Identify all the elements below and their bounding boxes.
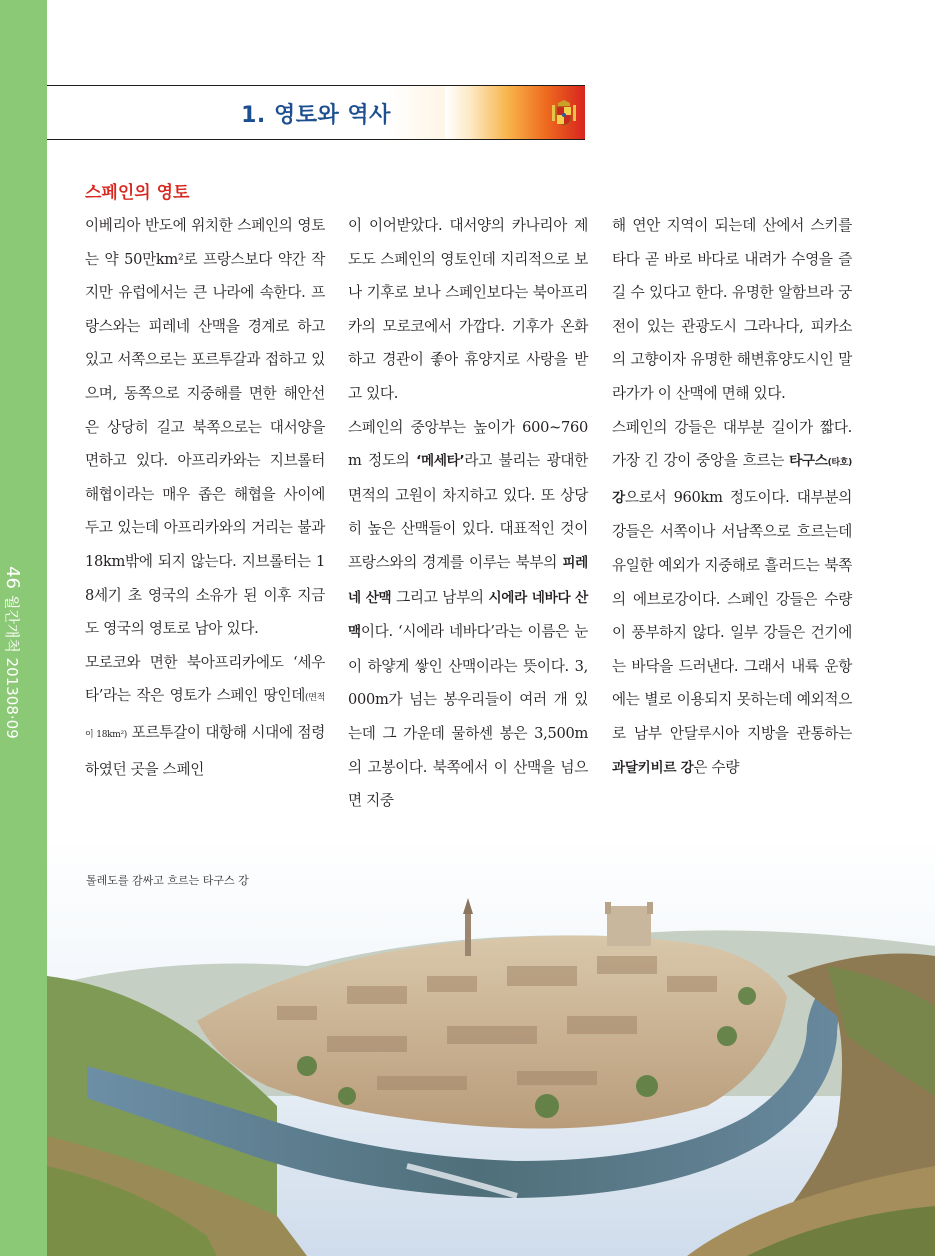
- text-run: 라고 불리는 광대한 면적의 고원이 차지하고 있다. 또 상당히 높은 산맥들이 있다. 대표적인 것이 프랑스와의 경계를 이루는 북부의: [348, 452, 588, 571]
- text-run: 그리고 남부의: [391, 588, 489, 606]
- highlight-guadalquivir: 과달키비르 강: [612, 759, 694, 776]
- toledo-panorama-photo: [47, 836, 935, 1256]
- photo-caption: 톨레도를 감싸고 흐르는 타구스 강: [86, 874, 249, 887]
- paragraph: 이베리아 반도에 위치한 스페인의 영토는 약 50만km²로 프랑스보다 약간 작지만 유럽에서는 큰 나라에 속한다. 프랑스와는 피레네 산맥을 경계로 하고 있고 서쪽으로는 포르투갈과 접하고 있으며, 동쪽으로 지중해를 면한 해안선은 상당히 길고 북쪽으로는 대서양을 면하고 있다. 아프리카와는 지브롤터 해협이라는 매우 좁은 해협을 사이에 두고 있는데 아프리카와의 거리는 불과 18km밖에 되지 않는다. 지브롤터는 18세기 초 영국의 소유가 된 이후 지금도 영국의 영토로 남아 있다.: [85, 217, 325, 638]
- page-sidebar: [0, 0, 47, 1256]
- section-heading: 스페인의 영토: [85, 183, 190, 203]
- publication-name: 월간개척 201308·09: [3, 594, 21, 739]
- text-run: 스페인의 중앙부는 높이가 600~760m 정도의: [348, 418, 588, 470]
- highlight-tagus: 타구스: [789, 453, 828, 470]
- chapter-title-band: [47, 85, 585, 140]
- paragraph: [348, 411, 588, 818]
- highlight-river: 강: [612, 489, 625, 506]
- text-column-2: [348, 209, 588, 818]
- paragraph: [85, 646, 325, 786]
- text-run: 이다. ‘시에라 네바다’라는 이름은 눈이 하얗게 쌓인 산맥이라는 뜻이다. 3,000m가 넘는 봉우리들이 여러 개 있는데 그 가운데 물하센 봉은 3,500m의 고봉이다. 북쪽에서 이 산맥을 넘으면 지중: [348, 623, 588, 810]
- text-run: 은 수량: [693, 758, 740, 776]
- text-column-1: [85, 209, 325, 786]
- text-run: 포르투갈이 대항해 시대에 점령하였던 곳을 스페인: [85, 723, 325, 778]
- paragraph: 이 이어받았다. 대서양의 카나리아 제도도 스페인의 영토인데 지리적으로 보나 기후로 보나 스페인보다는 북아프리카의 모로코에서 가깝다. 기후가 온화하고 경관이 좋아 휴양지로 사랑을 받고 있다.: [348, 217, 588, 402]
- text-run: 모로코와 면한 북아프리카에도 ‘세우타’라는 작은 영토가 스페인 땅인데: [85, 653, 325, 705]
- tajo-note: (타호): [827, 458, 852, 469]
- page-number: 46: [2, 566, 23, 589]
- text-run: 으로서 960km 정도이다. 대부분의 강들은 서쪽이나 서남쪽으로 흐르는데 유일한 예외가 지중해로 흘러드는 북쪽의 에브로강이다. 스페인 강들은 수량이 풍부하지 않다. 일부 강들은 건기에는 바닥을 드러낸다. 그래서 내륙 운항에는 별로 이용되지 못하는데 예외적으로 남부 안달루시아 지방을 관통하는: [612, 488, 852, 742]
- text-run: 스페인의 강들은 대부분 길이가 짧다. 가장 긴 강이 중앙을 흐르는: [612, 418, 852, 470]
- spanish-coat-of-arms-icon: [552, 100, 576, 126]
- area-note: (면적이 18km²): [85, 693, 325, 740]
- paragraph: 해 연안 지역이 되는데 산에서 스키를 타다 곧 바로 바다로 내려가 수영을 즐길 수 있다고 한다. 유명한 알함브라 궁전이 있는 관광도시 그라나다, 피카소의 고향이자 유명한 해변휴양도시인 말라가가 이 산맥에 면해 있다.: [612, 217, 852, 402]
- chapter-title: 1. 영토와 역사: [241, 103, 391, 128]
- highlight-pyrenees: 피레네 산맥: [348, 554, 588, 606]
- highlight-meseta: ‘메세타’: [416, 453, 465, 470]
- paragraph: [612, 411, 852, 786]
- sidebar-folio: [2, 566, 23, 739]
- text-column-3: [612, 209, 852, 785]
- highlight-sierra-nevada: 시에라 네바다 산맥: [348, 589, 588, 641]
